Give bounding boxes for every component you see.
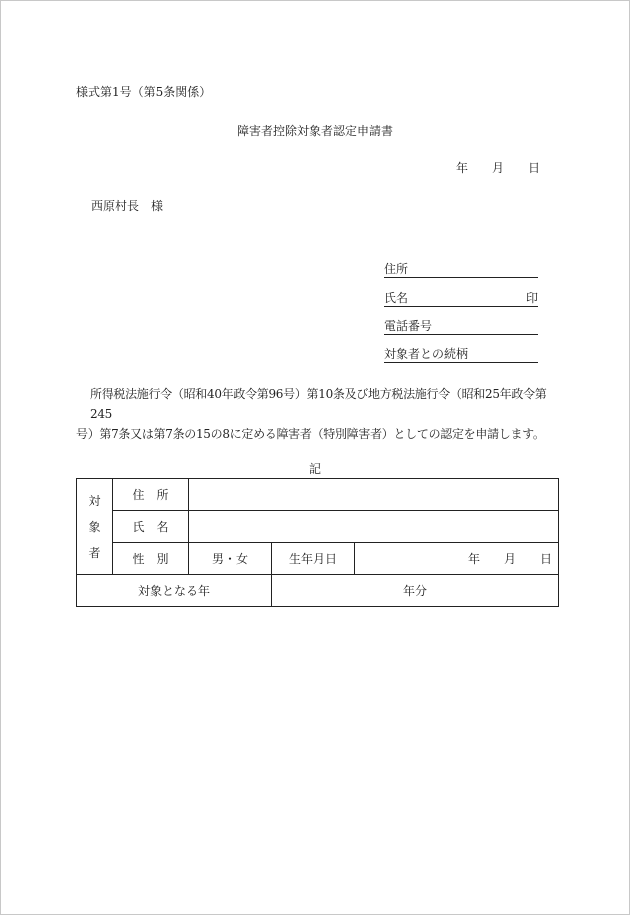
birthdate-label: 生年月日: [272, 543, 355, 575]
birth-day-unit: 日: [540, 551, 553, 566]
date-year-label: 年: [456, 161, 469, 175]
subject-char: 者: [88, 545, 101, 560]
table-row: [77, 575, 559, 607]
seal-mark: 印: [525, 291, 538, 305]
birth-month-unit: 月: [503, 551, 516, 566]
body-text-line-1: 所得税法施行令（昭和40年政令第96号）第10条及び地方税法施行令（昭和25年政令第245: [90, 387, 547, 421]
birth-year-unit: 年: [467, 551, 480, 566]
date-month-label: 月: [492, 161, 505, 175]
application-date: [456, 161, 540, 175]
addressee: 西原村長 様: [91, 199, 164, 213]
applicant-address-label: 住所: [384, 262, 409, 276]
applicant-name-label: 氏名: [384, 291, 409, 305]
subject-name-input[interactable]: [189, 511, 559, 543]
target-year-label: 対象となる年: [77, 575, 272, 607]
ki-heading: 記: [308, 462, 321, 476]
subject-char: 対: [88, 493, 101, 508]
applicant-phone-field[interactable]: [384, 319, 538, 335]
form-number: 様式第1号（第5条関係）: [76, 85, 212, 99]
date-day-label: 日: [528, 161, 541, 175]
sex-options[interactable]: 男・女: [189, 543, 272, 575]
target-year-input[interactable]: 年分: [272, 575, 559, 607]
applicant-address-field[interactable]: [384, 262, 538, 278]
subject-address-label: 住 所: [113, 479, 189, 511]
subject-name-label: 氏 名: [113, 511, 189, 543]
table-row: [77, 543, 559, 575]
subject-char: 象: [88, 519, 101, 534]
birthdate-input[interactable]: [355, 543, 559, 575]
subject-sex-label: 性 別: [113, 543, 189, 575]
table-row: [77, 511, 559, 543]
applicant-relationship-field[interactable]: [384, 347, 538, 363]
application-body-text: [76, 384, 560, 444]
subject-address-input[interactable]: [189, 479, 559, 511]
applicant-relationship-label: 対象者との続柄: [384, 347, 469, 361]
subject-details-table: [76, 478, 559, 607]
applicant-name-field[interactable]: [384, 291, 538, 307]
applicant-phone-label: 電話番号: [384, 319, 433, 333]
subject-vertical-label: [77, 479, 113, 575]
document-title: 障害者控除対象者認定申請書: [236, 124, 393, 138]
body-text-line-2: 号）第7条又は第7条の15の8に定める障害者（特別障害者）としての認定を申請します。: [76, 427, 545, 441]
table-row: [77, 479, 559, 511]
